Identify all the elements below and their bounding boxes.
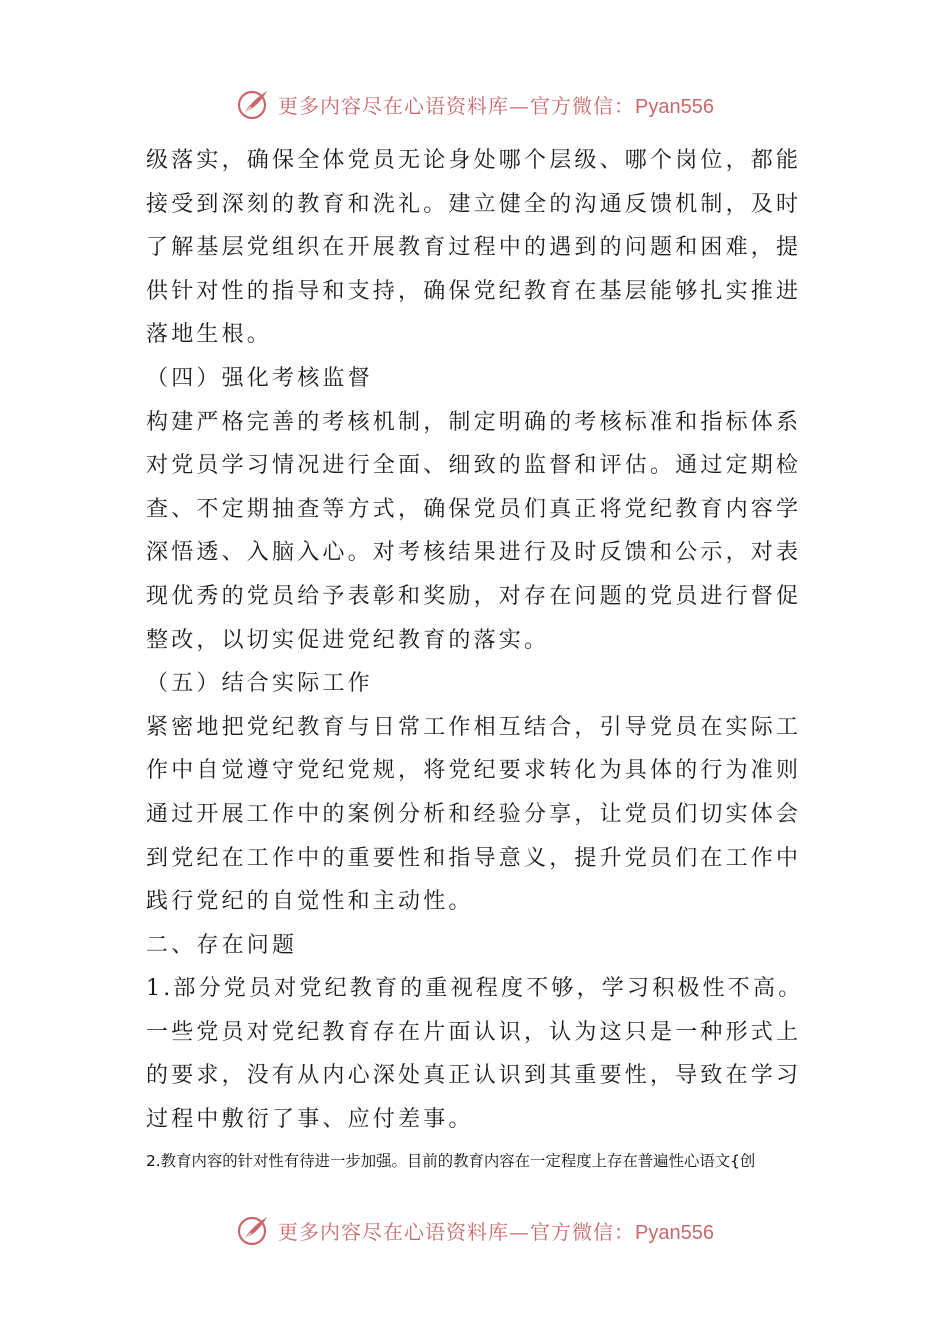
quill-logo-icon — [236, 86, 272, 122]
chapter-heading: 二、存在问题 — [146, 932, 298, 958]
text-line: 了解基层党组织在开展教育过程中的遇到的问题和困难，提 — [146, 235, 802, 261]
text-line: 到党纪在工作中的重要性和指导意义，提升党员们在工作中 — [146, 845, 802, 871]
text-line: 整改，以切实促进党纪教育的落实。 — [146, 627, 550, 653]
text-line: 级落实，确保全体党员无论身处哪个层级、哪个岗位，都能 — [146, 148, 802, 173]
document-body — [146, 139, 816, 1180]
text-line: 1.部分党员对党纪教育的重视程度不够，学习积极性不高。 — [146, 976, 804, 1002]
text-line-small: 2.教育内容的针对性有待进一步加强。目前的教育内容在一定程度上存在普遍性心语文{创 — [146, 1151, 756, 1170]
wechat-id: Pyan556 — [635, 1221, 714, 1244]
text-line: 构建严格完善的考核机制，制定明确的考核标准和指标体系 — [146, 409, 802, 435]
text-line: 对党员学习情况进行全面、细致的监督和评估。通过定期检 — [146, 453, 802, 479]
text-line: 过程中敷衍了事、应付差事。 — [146, 1107, 474, 1133]
quill-logo-icon — [236, 1212, 272, 1248]
watermark-text: 更多内容尽在心语资料库—官方微信：Pyan556 — [278, 93, 714, 118]
text-line: 的要求，没有从内心深处真正认识到其重要性，导致在学习 — [146, 1063, 802, 1089]
wechat-id: Pyan556 — [635, 95, 714, 118]
text-line: 通过开展工作中的案例分析和经验分享，让党员们切实体会 — [146, 801, 802, 827]
watermark-text: 更多内容尽在心语资料库—官方微信：Pyan556 — [278, 1219, 714, 1244]
text-line: 作中自觉遵守党纪党规，将党纪要求转化为具体的行为准则 — [146, 758, 802, 784]
text-line: 践行党纪的自觉性和主动性。 — [146, 889, 474, 915]
footer-watermark-banner — [0, 1210, 950, 1250]
text-line: 深悟透、入脑入心。对考核结果进行及时反馈和公示，对表 — [146, 540, 802, 566]
text-line: 现优秀的党员给予表彰和奖励，对存在问题的党员进行督促 — [146, 583, 802, 609]
section-heading: （四）强化考核监督 — [146, 365, 373, 391]
text-line: 接受到深刻的教育和洗礼。建立健全的沟通反馈机制，及时 — [146, 191, 802, 217]
text-line: 紧密地把党纪教育与日常工作相互结合，引导党员在实际工 — [146, 714, 802, 740]
header-watermark-banner — [0, 84, 950, 124]
text-line: 一些党员对党纪教育存在片面认识，认为这只是一种形式上 — [146, 1019, 802, 1045]
section-heading: （五）结合实际工作 — [146, 671, 373, 697]
text-line: 落地生根。 — [146, 322, 273, 348]
text-line: 供针对性的指导和支持，确保党纪教育在基层能够扎实推进 — [146, 278, 802, 304]
text-line: 查、不定期抽查等方式，确保党员们真正将党纪教育内容学 — [146, 496, 802, 522]
